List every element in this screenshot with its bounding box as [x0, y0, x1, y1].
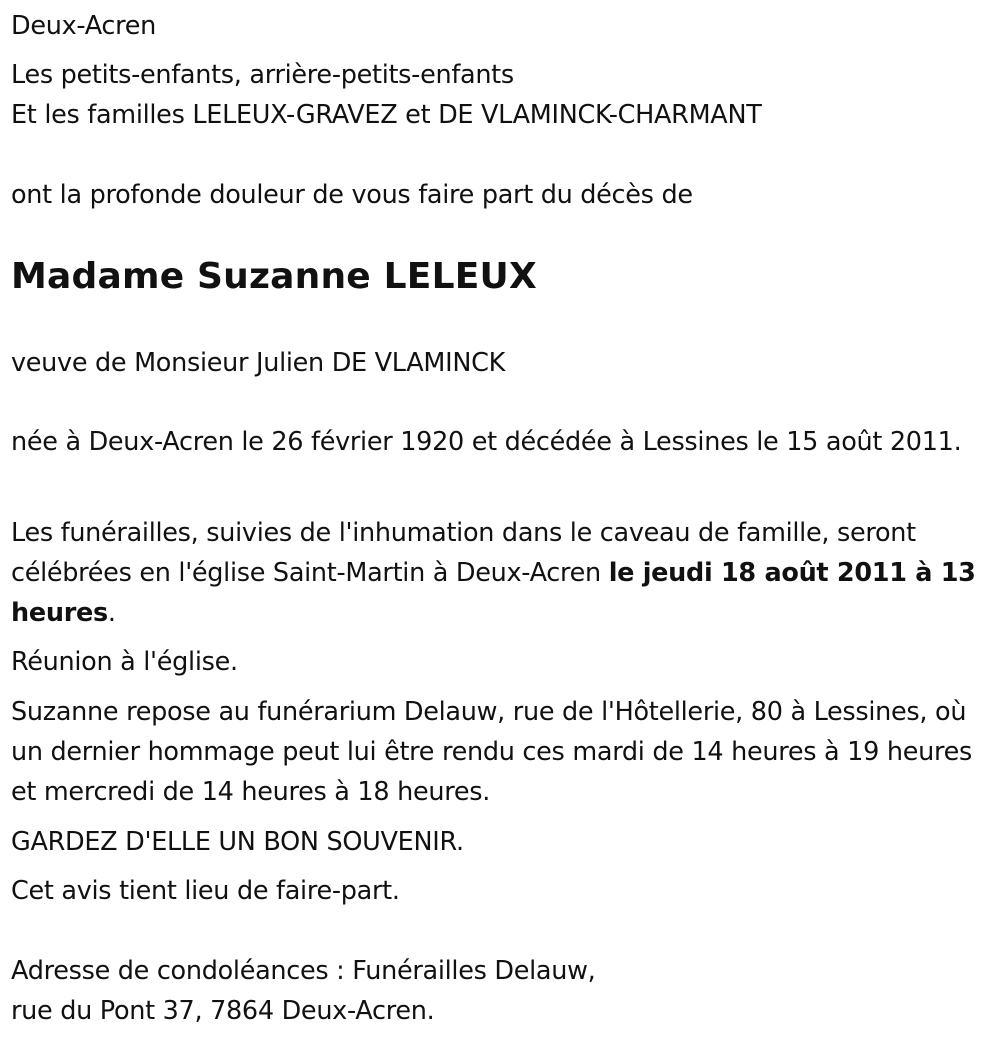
meeting-text: Réunion à l'église.	[11, 647, 238, 677]
condolence-line-1: Adresse de condoléances : Funérailles Delauw,	[11, 956, 596, 986]
birth-death-text: née à Deux-Acren le 26 février 1920 et décédée à Lessines le 15 août 2011.	[11, 427, 962, 457]
location-text: Deux-Acren	[11, 11, 157, 41]
remember-text: GARDEZ D'ELLE UN BON SOUVENIR.	[11, 827, 464, 857]
widow-of-text: veuve de Monsieur Julien DE VLAMINCK	[11, 348, 506, 378]
funeral-end: .	[107, 598, 116, 628]
family-line-1: Les petits-enfants, arrière-petits-enfants	[11, 60, 514, 90]
announcement-text: ont la profonde douleur de vous faire part du décès de	[11, 180, 693, 210]
visitation-text: Suzanne repose au funérarium Delauw, rue de l'Hôtellerie, 80 à Lessines, où un dernier hommage peut lui être rendu ces mardi de 14 heures à 19 heures et mercredi de 14 heures à 18 heures.	[11, 697, 972, 807]
condolence-line-2: rue du Pont 37, 7864 Deux-Acren.	[11, 996, 435, 1026]
family-line-2: Et les familles LELEUX-GRAVEZ et DE VLAMINCK-CHARMANT	[11, 100, 762, 130]
funeral-text: Les funérailles, suivies de l'inhumation dans le caveau de famille, seront célébrées en l'église Saint-Martin à Deux-Acren	[11, 518, 916, 588]
deceased-name: Madame Suzanne LELEUX	[11, 256, 537, 297]
faire-part-text: Cet avis tient lieu de faire-part.	[11, 876, 400, 906]
funeral-paragraph	[11, 513, 993, 633]
funeral-datetime: le jeudi 18 août 2011 à 13 heures	[11, 558, 976, 628]
